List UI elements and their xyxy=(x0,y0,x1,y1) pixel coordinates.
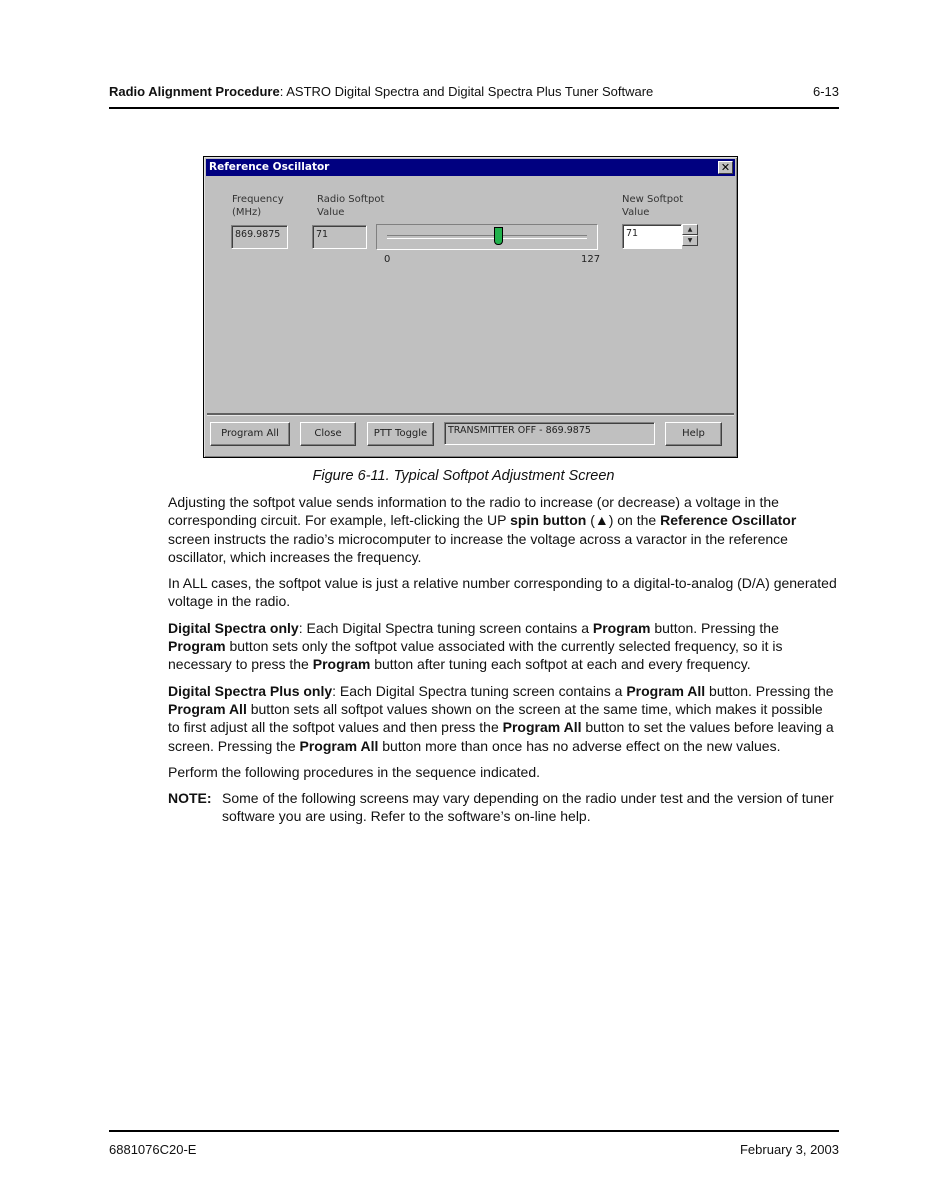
doc-number: 6881076C20-E xyxy=(109,1142,197,1157)
page-header xyxy=(109,84,839,99)
program-all-button[interactable]: Program All xyxy=(210,422,290,446)
paragraph-digital-spectra-plus: Digital Spectra Plus only: Each Digital Spectra tuning screen contains a Program All button. Pressing the Program All button sets all softpot values shown on the screen at the same time, which makes it possible to first adjust all the softpot values and then press the Program All button to set the values before leaving a screen. Pressing the Program All button more than once has no adverse effect on the new values. xyxy=(168,682,834,754)
paragraph-all-cases: In ALL cases, the softpot value is just a relative number corresponding to a digital-to-analog (D/A) generated voltage in the radio. xyxy=(168,575,837,610)
note-text: Some of the following screens may vary depending on the radio under test and the version of tuner software you are using. Refer to the software’s on-line help. xyxy=(222,790,834,825)
slider-max-label: 127 xyxy=(581,254,601,265)
header-title: Radio Alignment Procedure: ASTRO Digital Spectra and Digital Spectra Plus Tuner Software xyxy=(109,84,654,99)
radio-softpot-field: 71 xyxy=(312,225,367,249)
slider-track xyxy=(387,235,587,239)
header-divider xyxy=(109,107,839,109)
close-button[interactable]: Close xyxy=(300,422,356,446)
spin-down-button[interactable]: ▼ xyxy=(682,235,698,246)
footer-date: February 3, 2003 xyxy=(739,1142,839,1157)
paragraph-softpot-adjust: Adjusting the softpot value sends information to the radio to increase (or decrease) a voltage in the corresponding circuit. For example, left-clicking the UP spin button (▲) on the Reference Oscillator screen instructs the radio’s microcomputer to increase the voltage across a varactor in the reference oscillator, which increases the frequency. xyxy=(168,494,797,565)
radio-softpot-label: Radio Softpot Value xyxy=(317,194,385,218)
new-softpot-label: New Softpot Value xyxy=(622,194,684,218)
figure-caption: Figure 6-11. Typical Softpot Adjustment Screen xyxy=(312,468,615,484)
button-bar-divider xyxy=(207,413,734,416)
spin-up-button[interactable]: ▲ xyxy=(682,224,698,235)
help-button[interactable]: Help xyxy=(665,422,722,446)
dialog-titlebar xyxy=(206,159,735,176)
slider-min-label: 0 xyxy=(384,254,391,265)
status-field: TRANSMITTER OFF - 869.9875 xyxy=(444,422,655,445)
page-footer xyxy=(109,1142,839,1157)
paragraph-digital-spectra: Digital Spectra only: Each Digital Spectra tuning screen contains a Program button. Pressing the Program button sets only the softpot value associated with the currently selected frequency, so it is necessary to press the Program button after tuning each softpot at each and every frequency. xyxy=(168,619,783,673)
note xyxy=(168,789,838,826)
page-number: 6-13 xyxy=(812,84,839,99)
frequency-label: Frequency (MHz) xyxy=(232,194,284,218)
ptt-toggle-button[interactable]: PTT Toggle xyxy=(367,422,434,446)
frequency-field: 869.9875 xyxy=(231,225,288,249)
slider-thumb[interactable] xyxy=(494,227,503,245)
close-icon[interactable]: ✕ xyxy=(718,161,733,174)
paragraph-perform: Perform the following procedures in the sequence indicated. xyxy=(168,763,540,780)
softpot-spin-buttons xyxy=(682,224,698,246)
body-text xyxy=(168,493,838,826)
dialog-title: Reference Oscillator xyxy=(209,161,330,173)
reference-oscillator-dialog xyxy=(203,156,738,458)
softpot-slider[interactable] xyxy=(376,224,598,250)
note-label: NOTE: xyxy=(168,790,212,807)
new-softpot-input[interactable]: 71 xyxy=(622,224,682,249)
footer-divider xyxy=(109,1130,839,1132)
